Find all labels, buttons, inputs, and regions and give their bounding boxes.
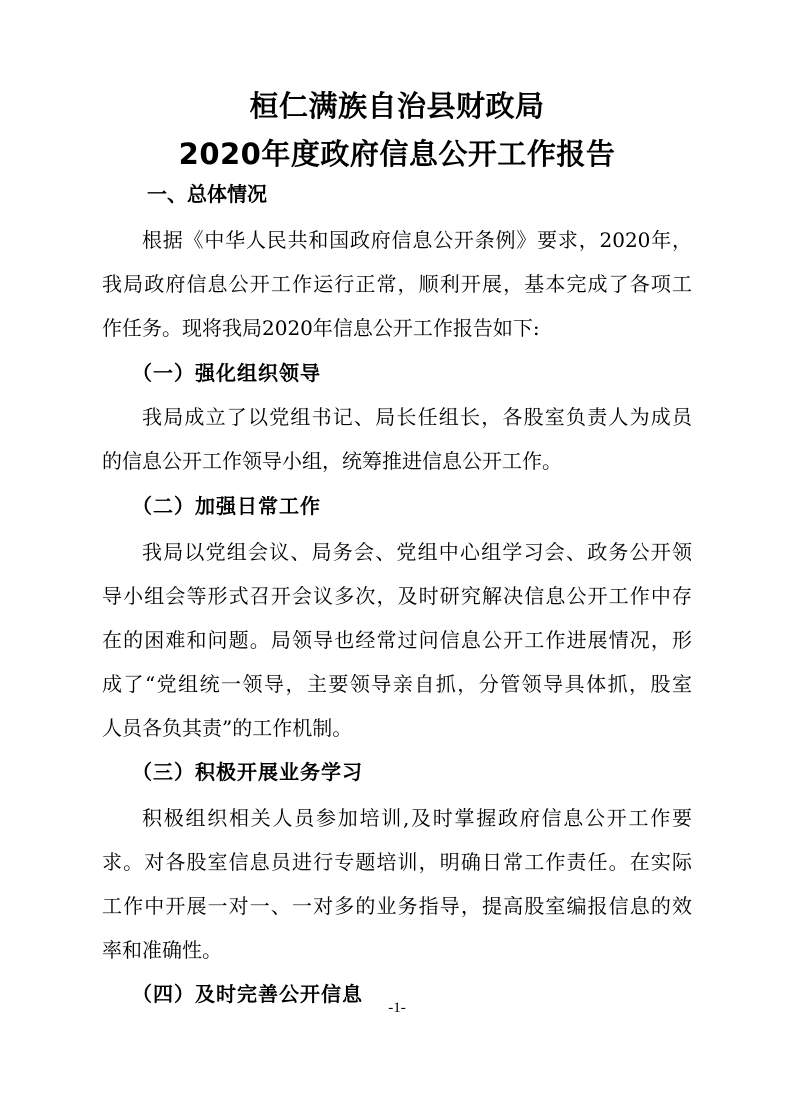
subsection-heading-daily-work: （二）加强日常工作 xyxy=(132,494,321,518)
paragraph-line: 我局以党组会议、局务会、党组中心组学习会、政务公开领 xyxy=(142,540,692,564)
document-title-line2: 2020年度政府信息公开工作报告 xyxy=(178,137,616,171)
subsection-heading-organization: （一）强化组织领导 xyxy=(132,361,321,385)
paragraph-line: 积极组织相关人员参加培训,及时掌握政府信息公开工作要 xyxy=(142,806,692,830)
paragraph-line: 求。对各股室信息员进行专题培训，明确日常工作责任。在实际 xyxy=(102,850,692,874)
paragraph-line: 率和准确性。 xyxy=(102,938,222,962)
paragraph-line: 的信息公开工作领导小组，统筹推进信息公开工作。 xyxy=(102,449,562,473)
paragraph-line: 根据《中华人民共和国政府信息公开条例》要求，2020年， xyxy=(142,228,692,252)
document-title-line1: 桓仁满族自治县财政局 xyxy=(249,89,545,123)
paragraph-line: 在的困难和问题。局领导也经常过问信息公开工作进展情况，形 xyxy=(102,628,692,652)
section-heading-overview: 一、总体情况 xyxy=(147,182,267,206)
subsection-heading-public-info: （四）及时完善公开信息 xyxy=(132,982,363,1006)
paragraph-line: 工作中开展一对一、一对多的业务指导，提高股室编报信息的效 xyxy=(102,894,692,918)
page-number: -1- xyxy=(388,1000,406,1016)
subsection-heading-study: （三）积极开展业务学习 xyxy=(132,760,363,784)
paragraph-line: 我局政府信息公开工作运行正常，顺利开展，基本完成了各项工 xyxy=(102,272,692,296)
paragraph-line: 作任务。现将我局2020年信息公开工作报告如下: xyxy=(102,316,540,340)
paragraph-line: 成了“党组统一领导，主要领导亲自抓，分管领导具体抓，股室 xyxy=(102,672,692,696)
paragraph-line: 人员各负其责”的工作机制。 xyxy=(102,716,353,740)
paragraph-line: 导小组会等形式召开会议多次，及时研究解决信息公开工作中存 xyxy=(102,584,692,608)
paragraph-line: 我局成立了以党组书记、局长任组长，各股室负责人为成员 xyxy=(142,405,692,429)
